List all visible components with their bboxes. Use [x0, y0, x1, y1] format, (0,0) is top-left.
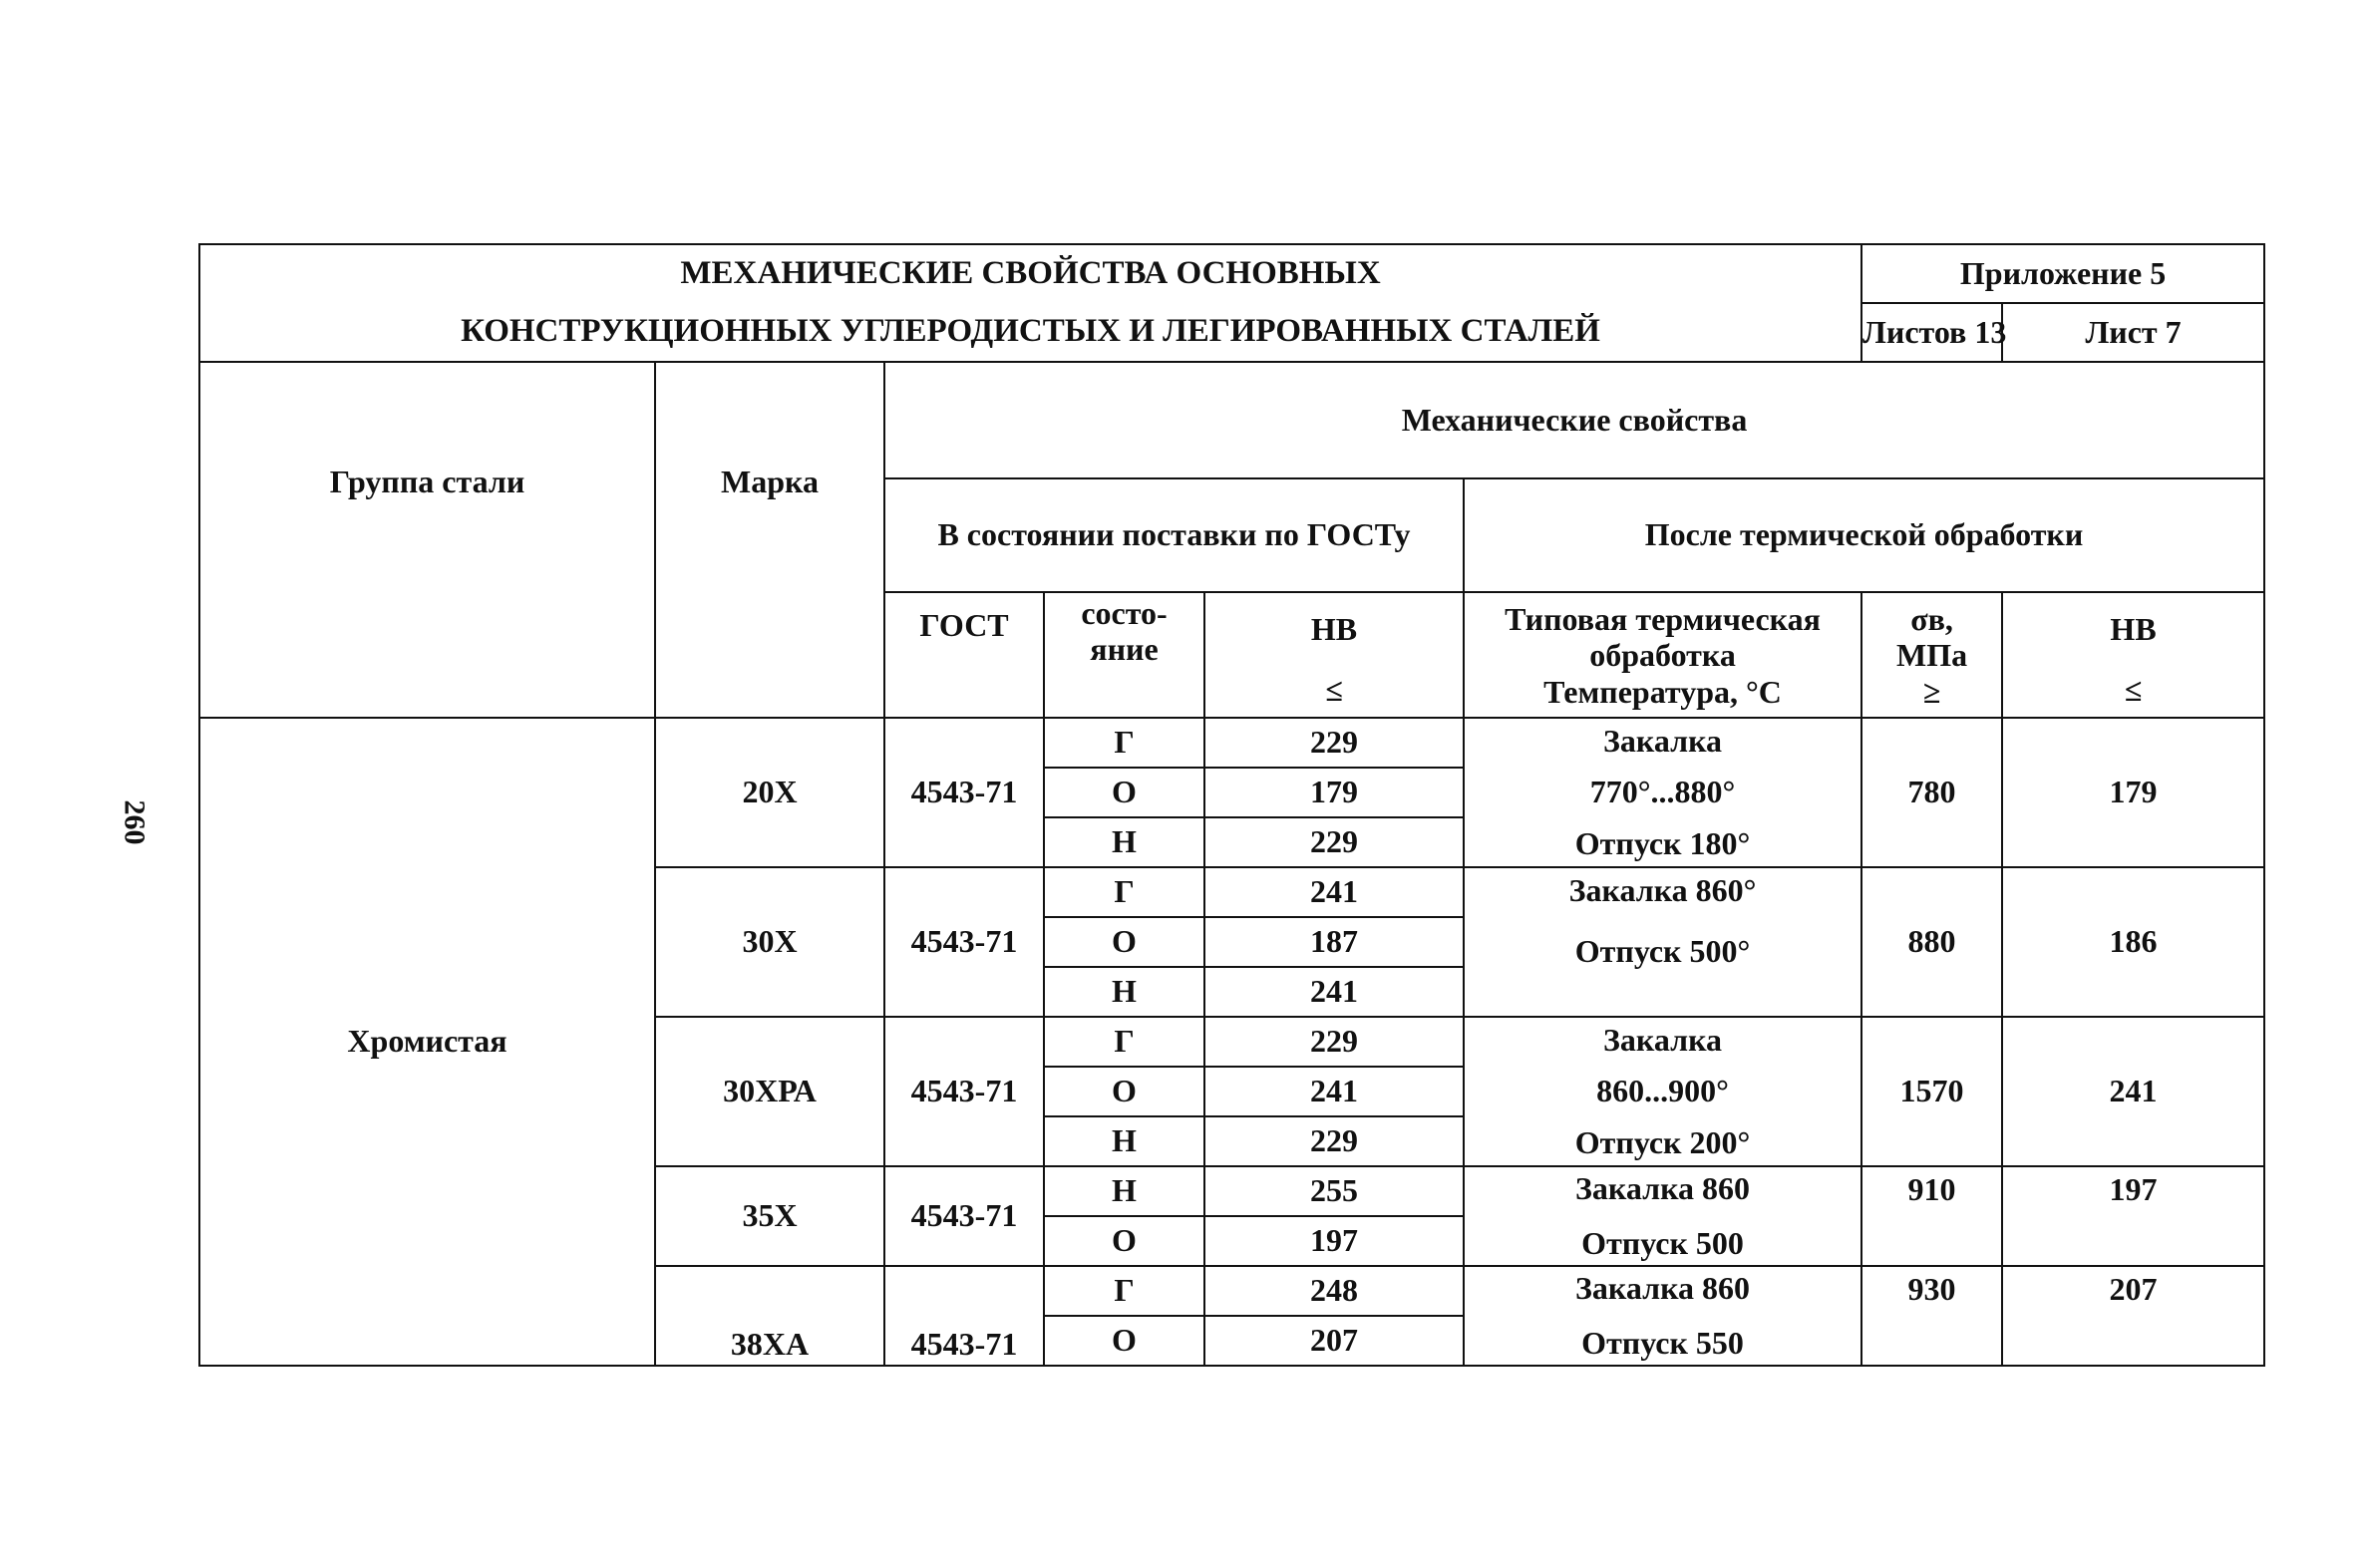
state-cell: Н	[1044, 817, 1204, 867]
header-hb-label: НВ	[1310, 610, 1358, 647]
group-name: Хромистая	[199, 718, 655, 1366]
state-cell: Н	[1044, 967, 1204, 1017]
gost-cell: 4543-71	[884, 1166, 1044, 1266]
hb-cell: 229	[1204, 1017, 1464, 1067]
header-state-line-1: состо-	[1081, 594, 1168, 631]
hb-after-cell: 241	[2002, 1017, 2264, 1166]
hb-after-cell: 197	[2002, 1166, 2264, 1266]
grade-cell: 20Х	[655, 718, 884, 867]
state-cell: Г	[1044, 718, 1204, 768]
hb-cell: 229	[1204, 817, 1464, 867]
hb-cell: 197	[1204, 1216, 1464, 1266]
grade-cell: 30ХРА	[655, 1017, 884, 1166]
treatment-line: Отпуск 550	[1581, 1324, 1744, 1361]
header-typical-line-3: Температура, °С	[1543, 674, 1782, 711]
title-line-2: КОНСТРУКЦИОННЫХ УГЛЕРОДИСТЫХ И ЛЕГИРОВАННЫХ СТАЛЕЙ	[461, 312, 1600, 349]
gost-cell: 4543-71	[884, 1017, 1044, 1166]
page-number: 260	[118, 799, 152, 845]
hb-cell: 248	[1204, 1266, 1464, 1316]
state-cell: О	[1044, 917, 1204, 967]
hb-cell: 255	[1204, 1166, 1464, 1216]
sheet-current: Лист 7	[2002, 303, 2264, 362]
header-after-heat: После термической обработки	[1464, 478, 2264, 592]
hb-after-cell: 186	[2002, 867, 2264, 1017]
header-state-line-2: яние	[1090, 631, 1159, 668]
grade-cell: 35Х	[655, 1166, 884, 1266]
header-hb-after-label: НВ	[2110, 610, 2157, 647]
treatment-line: Закалка 860°	[1568, 871, 1757, 908]
header-typical-line-2: обработка	[1589, 637, 1736, 674]
header-sigma-cmp: ≥	[1922, 674, 1941, 711]
header-sigma	[1861, 592, 2002, 718]
sigma-cell: 780	[1861, 718, 2002, 867]
treatment-cell	[1464, 1017, 1861, 1166]
header-grade: Марка	[655, 362, 884, 718]
state-cell: О	[1044, 768, 1204, 817]
header-sigma-line-1: σв,	[1910, 600, 1953, 637]
hb-cell: 241	[1204, 1067, 1464, 1116]
header-typical-line-1: Типовая термическая	[1505, 600, 1821, 637]
treatment-cell	[1464, 718, 1861, 867]
sheets-total: Листов 13	[1861, 303, 2002, 362]
header-sigma-line-2: МПа	[1896, 637, 1968, 674]
state-cell: Н	[1044, 1116, 1204, 1166]
header-hb-after	[2002, 592, 2264, 718]
sigma-cell: 910	[1861, 1166, 2002, 1266]
document-title	[199, 244, 1861, 362]
header-gost: ГОСТ	[884, 592, 1044, 718]
treatment-line: Закалка 860	[1575, 1169, 1751, 1206]
state-cell: Г	[1044, 1266, 1204, 1316]
treatment-line: Отпуск 500	[1581, 1224, 1744, 1261]
gost-cell: 4543-71	[884, 718, 1044, 867]
title-line-1: МЕХАНИЧЕСКИЕ СВОЙСТВА ОСНОВНЫХ	[680, 255, 1381, 291]
treatment-line: Закалка 860	[1575, 1269, 1751, 1306]
hb-cell: 179	[1204, 768, 1464, 817]
treatment-line: 770°...880°	[1589, 774, 1736, 810]
header-state	[1044, 592, 1204, 718]
state-cell: О	[1044, 1316, 1204, 1366]
hb-cell: 241	[1204, 867, 1464, 917]
hb-cell: 229	[1204, 1116, 1464, 1166]
treatment-line: Закалка	[1603, 1021, 1723, 1058]
header-hb-after-cmp: ≤	[2124, 671, 2143, 708]
sigma-cell: 880	[1861, 867, 2002, 1017]
hb-after-cell: 179	[2002, 718, 2264, 867]
state-cell: О	[1044, 1067, 1204, 1116]
treatment-cell	[1464, 1266, 1861, 1366]
header-group: Группа стали	[199, 362, 655, 718]
state-cell: Г	[1044, 867, 1204, 917]
grade-cell: 38ХА	[655, 1266, 884, 1366]
header-mech-props: Механические свойства	[884, 362, 2264, 478]
header-hb-cmp: ≤	[1325, 671, 1343, 708]
header-as-delivered: В состоянии поставки по ГОСТу	[884, 478, 1464, 592]
sigma-cell: 930	[1861, 1266, 2002, 1366]
header-hb	[1204, 592, 1464, 718]
state-cell: О	[1044, 1216, 1204, 1266]
header-typical-treatment	[1464, 592, 1861, 718]
treatment-line: 860...900°	[1596, 1073, 1729, 1109]
state-cell: Н	[1044, 1166, 1204, 1216]
sigma-cell: 1570	[1861, 1017, 2002, 1166]
treatment-line: Отпуск 180°	[1574, 824, 1751, 861]
treatment-line: Отпуск 500°	[1574, 932, 1751, 969]
treatment-line: Отпуск 200°	[1574, 1123, 1751, 1160]
hb-cell: 229	[1204, 718, 1464, 768]
gost-cell: 4543-71	[884, 867, 1044, 1017]
mechanical-properties-table	[198, 243, 2265, 1367]
hb-cell: 241	[1204, 967, 1464, 1017]
appendix-label: Приложение 5	[1861, 244, 2264, 303]
hb-cell: 207	[1204, 1316, 1464, 1366]
hb-cell: 187	[1204, 917, 1464, 967]
state-cell: Г	[1044, 1017, 1204, 1067]
grade-cell: 30Х	[655, 867, 884, 1017]
treatment-line: Закалка	[1603, 722, 1723, 759]
treatment-cell	[1464, 1166, 1861, 1266]
hb-after-cell: 207	[2002, 1266, 2264, 1366]
treatment-cell	[1464, 867, 1861, 1017]
gost-cell: 4543-71	[884, 1266, 1044, 1366]
